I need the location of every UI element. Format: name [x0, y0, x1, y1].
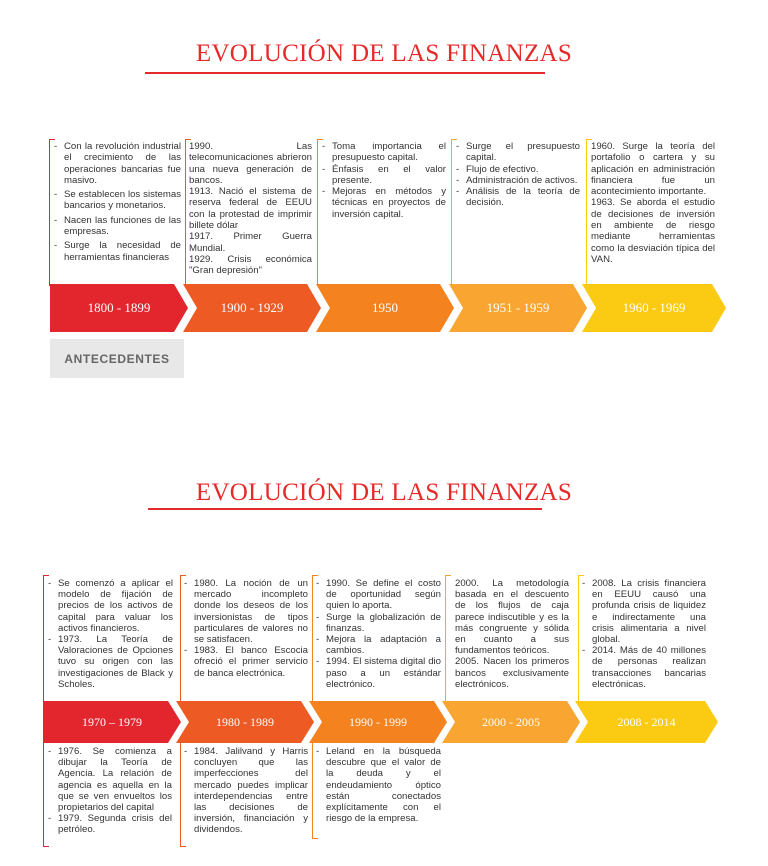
- section2-title: EVOLUCIÓN DE LAS FINANZAS: [195, 479, 573, 506]
- top3-item: - Mejora la adaptación a cambios.: [316, 634, 441, 656]
- top2-item: - 1983. El banco Escocia ofreció el primer servicio de banca electrónica.: [184, 645, 308, 679]
- col2-para: 1913. Nació el sistema de reserva federal de EEUU con la protestad de imprimir billete dólar: [189, 186, 312, 232]
- top2-item: - 1980. La noción de un mercado incompleto donde los deseos de los inversionistas de tipos particulares de valores no se satisfacen.: [184, 578, 308, 645]
- section2-top2-text: [184, 578, 308, 702]
- timeline-label: 1980 - 1989: [216, 714, 274, 729]
- antecedentes-box: ANTECEDENTES: [50, 339, 184, 378]
- section2-top4-bracket: [445, 575, 451, 703]
- timeline-arrow: [176, 701, 314, 743]
- col1-item: - Nacen las funciones de las empresas.: [54, 215, 181, 238]
- col4-item: - Surge el presupuesto capital.: [456, 141, 580, 164]
- timeline-arrow: [309, 701, 447, 743]
- bottom1-item: - 1976. Se comienza a dibujar la Teoría de Agencia. La relación de agencia es aquella en la que se ven envueltos los propietarios del capital: [48, 746, 172, 813]
- bottom3-item: - Leland en la búsqueda descubre que el valor de la deuda y el endeudamiento óptico están conectados explícitamente con el riesgo de la empresa.: [316, 746, 441, 824]
- section2-bottom2-text: [184, 746, 308, 846]
- top3-item: - 1994. El sistema digital dio paso a un estándar electrónico.: [316, 656, 441, 690]
- col3-item: - Toma importancia el presupuesto capital.: [322, 141, 446, 164]
- section2-bottom3-text: [316, 746, 441, 838]
- col2-para: 1990. Las telecomunicaciones abrieron una nueva generación de bancos.: [189, 141, 312, 186]
- col5-para: 1960. Surge la teoría del portafolio o cartera y su aplicación en administración financiera fue un acontecimiento importante.: [591, 141, 715, 198]
- section1-col2-text: [189, 141, 312, 284]
- timeline-label: 2008 - 2014: [617, 714, 676, 729]
- section1-col4-text: [456, 141, 580, 284]
- timeline-label: 1951 - 1959: [486, 300, 550, 315]
- top3-item: - Surge la globalización de finanzas.: [316, 612, 441, 634]
- timeline-arrow: [442, 701, 580, 743]
- top3-item: - 1990. Se define el costo de oportunidad según quien lo aporta.: [316, 578, 441, 612]
- bottom2-item: - 1984. Jalilvand y Harris concluyen que las imperfecciones del mercado puedes implicar interdependencias entre las decisiones de inversión, financiación y dividendos.: [184, 746, 308, 836]
- timeline-arrow: [316, 284, 454, 332]
- col1-item: - Con la revolución industrial el crecimiento de las operaciones bancarias fue masivo.: [54, 141, 181, 186]
- timeline-arrow: [43, 701, 181, 743]
- col4-item: - Administración de activos.: [456, 175, 580, 186]
- col4-item: - Análisis de la teoría de decisión.: [456, 186, 580, 209]
- col5-para: 1963. Se aborda el estudio de decisiones de inversión en ambiente de riesgo mediante herramientas como la desviación típica del VAN.: [591, 197, 715, 265]
- timeline-arrow: [575, 701, 718, 743]
- section1-col5-text: [591, 141, 715, 284]
- top5-item: - 2008. La crisis financiera en EEUU causó una profunda crisis de liquidez e indirectamente una crisis alimentaria a nivel global.: [582, 578, 706, 645]
- timeline-arrow: [50, 284, 188, 332]
- section2-title-underline: [148, 508, 542, 510]
- section1-col1-text: [54, 141, 181, 284]
- timeline-label: 1950: [372, 300, 398, 315]
- col4-item: - Flujo de efectivo.: [456, 164, 580, 175]
- section2-top1-text: [48, 578, 173, 702]
- bottom1-item: - 1979. Segunda crisis del petróleo.: [48, 813, 172, 835]
- section2-top4-text: [455, 578, 569, 702]
- top4-para: 2000. La metodología basada en el descuento de los flujos de caja parece indiscutible y es la más congruente y sólida en cuanto a sus fundamentos teóricos.: [455, 578, 569, 657]
- col3-item: - Mejoras en métodos y técnicas en proyectos de inversión capital.: [322, 186, 446, 220]
- col1-item: - Se establecen los sistemas bancarios y monetarios.: [54, 189, 181, 212]
- section1-title-underline: [145, 72, 545, 74]
- timeline-label: 1900 - 1929: [220, 300, 284, 315]
- top1-item: - 1973. La Teoría de Valoraciones de Opciones tuvo su origen con las investigaciones de Black y Scholes.: [48, 634, 173, 690]
- col3-item: - Énfasis en el valor presente.: [322, 164, 446, 187]
- timeline-label: 1990 - 1999: [349, 714, 407, 729]
- col1-item: - Surge la necesidad de herramientas financieras: [54, 240, 181, 263]
- top1-item: - Se comenzó a aplicar el modelo de fijación de precios de los activos de capital para valuar los activos financieros.: [48, 578, 173, 634]
- section2-top5-text: [582, 578, 706, 702]
- section1-col3-text: [322, 141, 446, 284]
- timeline-label: 1960 - 1969: [622, 300, 686, 315]
- section1-title: EVOLUCIÓN DE LAS FINANZAS: [195, 40, 573, 67]
- timeline-arrow: [582, 284, 726, 332]
- timeline-arrow: [449, 284, 587, 332]
- timeline-label: 1970 – 1979: [82, 714, 142, 729]
- top4-para: 2005. Nacen los primeros bancos exclusivamente electrónicos.: [455, 656, 569, 690]
- col2-para: 1917. Primer Guerra Mundial.: [189, 231, 312, 254]
- section2-top3-text: [316, 578, 441, 702]
- section2-bottom1-text: [48, 746, 172, 846]
- timeline-arrow: [183, 284, 321, 332]
- timeline-label: 2000 - 2005: [482, 714, 540, 729]
- timeline-label: 1800 - 1899: [87, 300, 151, 315]
- top5-item: - 2014. Más de 40 millones de personas realizan transacciones bancarias electrónicas.: [582, 645, 706, 690]
- col2-para: 1929. Crisis económica "Gran depresión": [189, 253, 312, 277]
